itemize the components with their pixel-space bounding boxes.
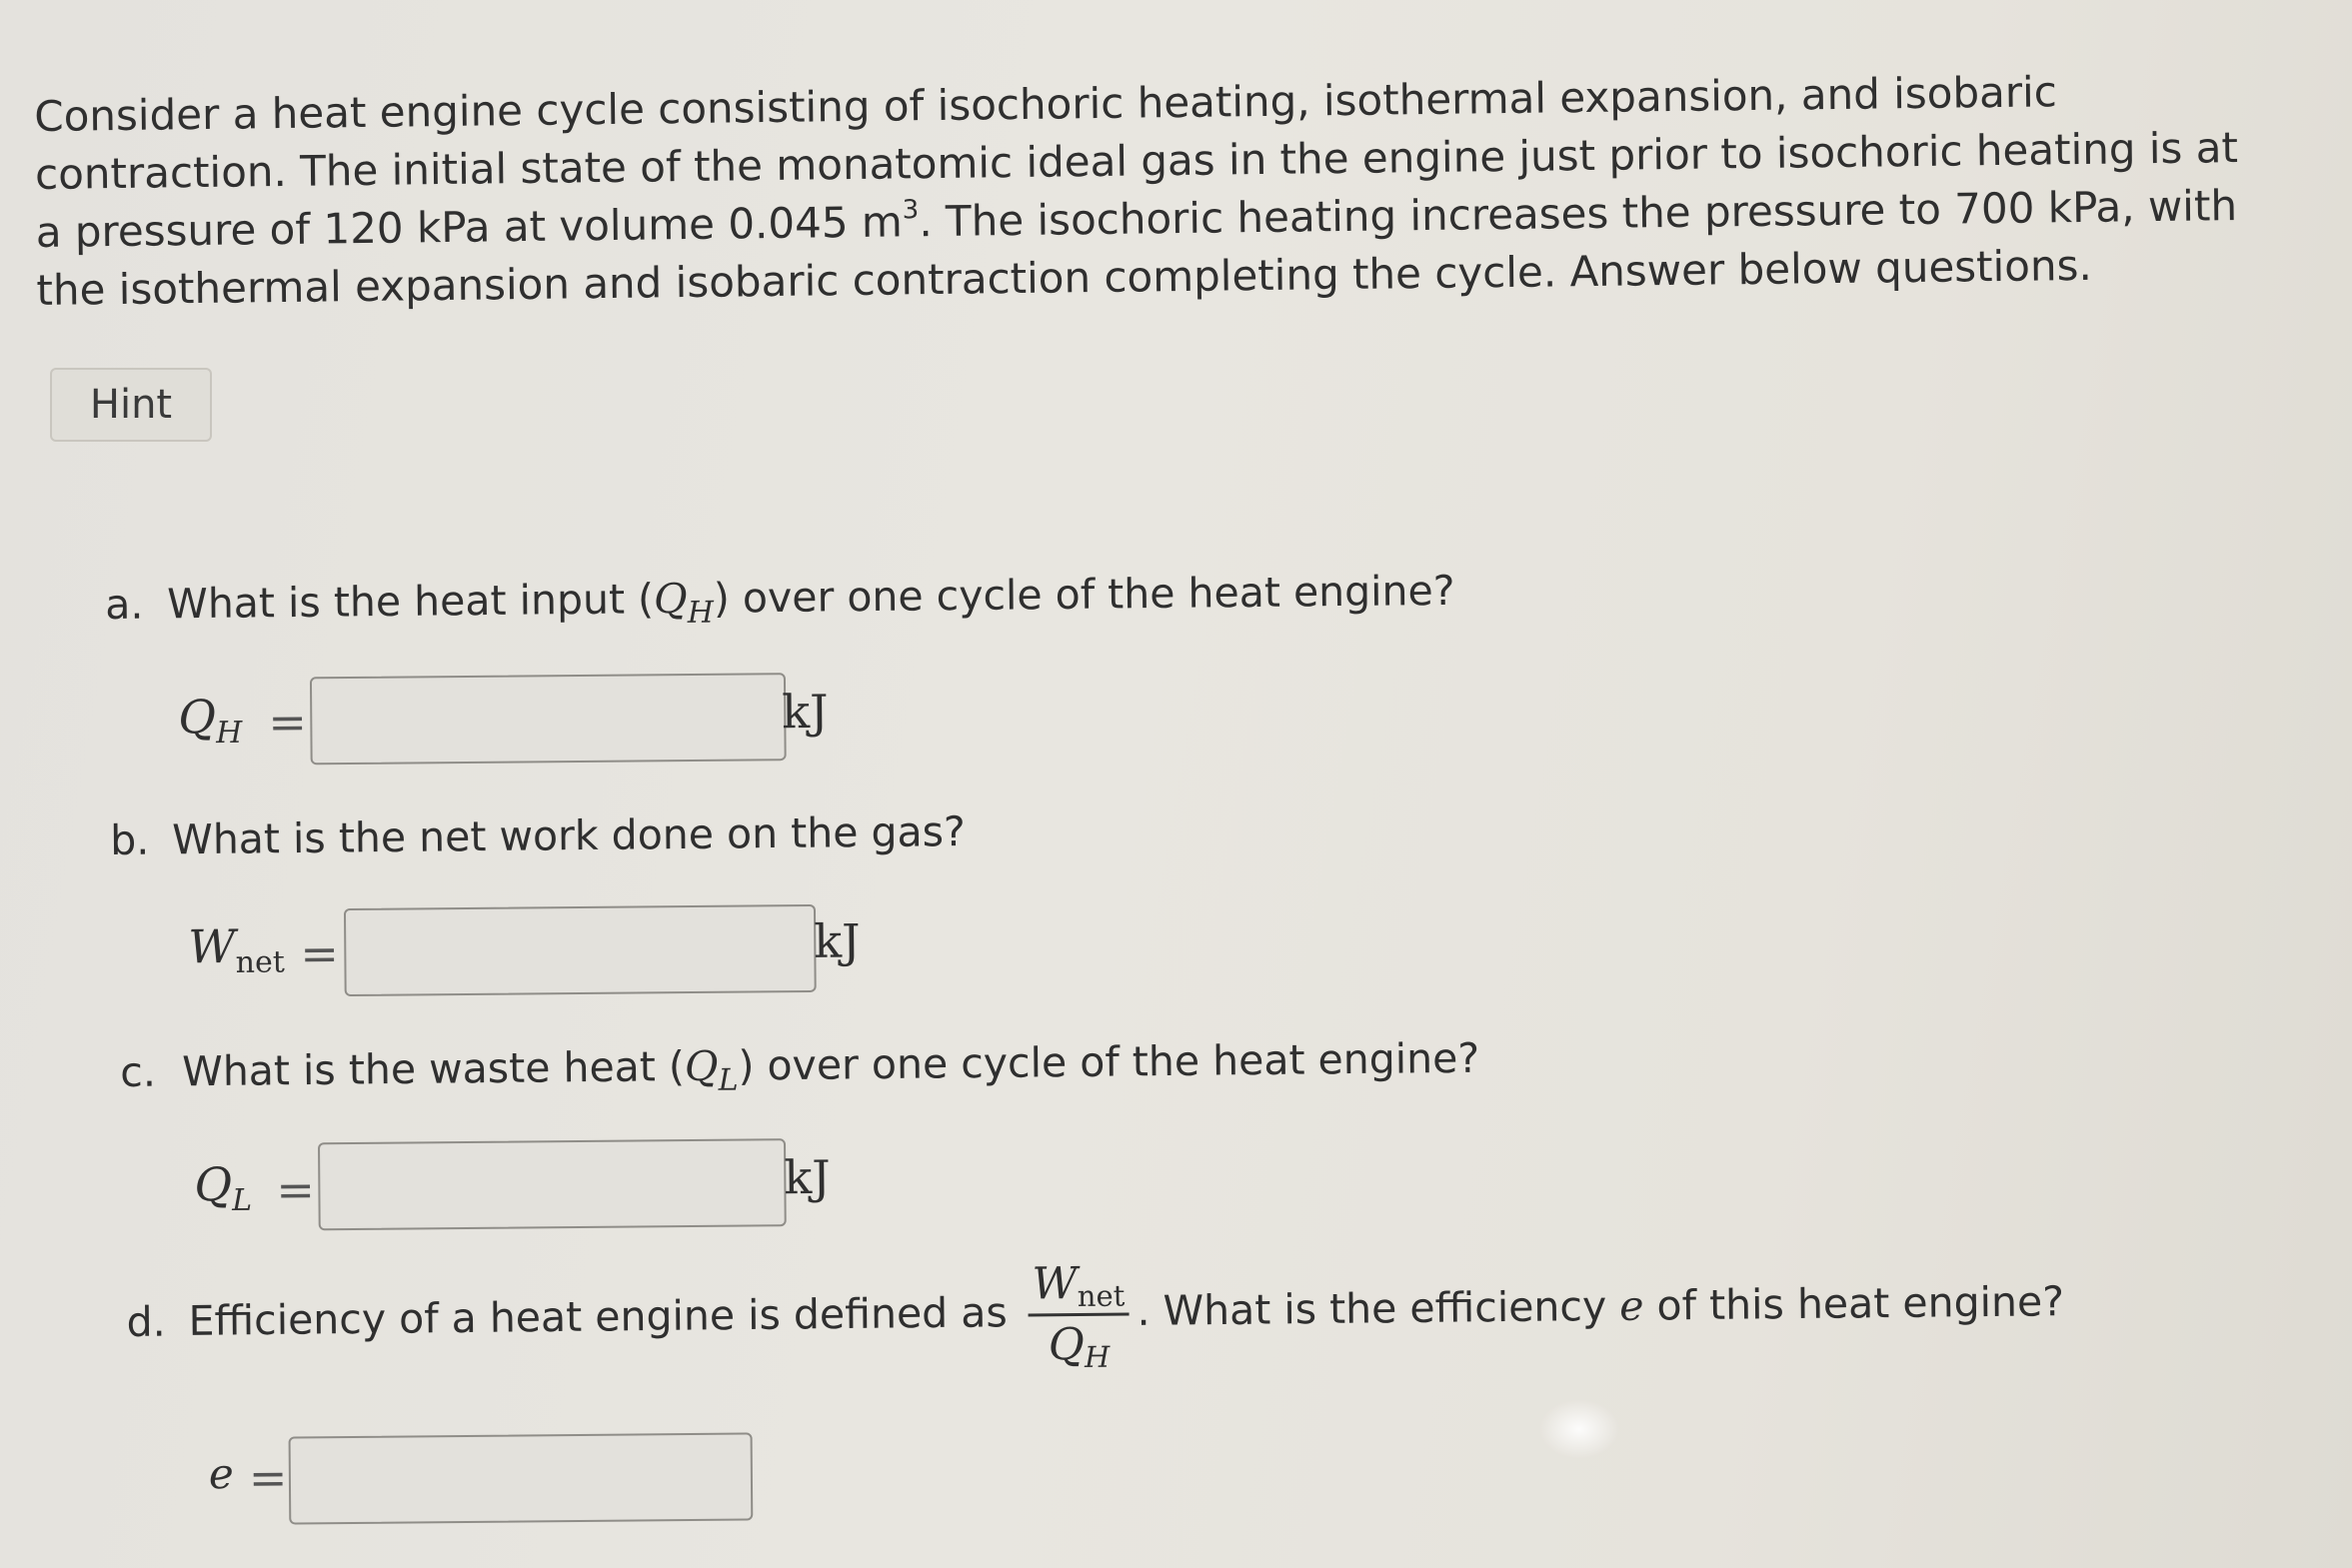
efficiency-fraction	[1028, 1254, 1130, 1374]
question-d-text-after: . What is the efficiency	[1137, 1281, 1620, 1335]
question-d-text-before: Efficiency of a heat engine is defined as	[188, 1288, 1008, 1345]
qh-input[interactable]	[310, 673, 787, 765]
problem-intro-part1: Consider a heat engine cycle consisting of isochoric heating, isothermal expansion, and isobaric contraction. The initial state of the monatomic ideal gas in the engine just prior to isochoric heating is at a pressure of 120 kPa at volume 0.045 m	[34, 67, 2239, 257]
ql-label: $Q_L$	[194, 1157, 253, 1219]
fraction-denominator: $Q_H$	[1048, 1318, 1111, 1374]
qh-label: $Q_H$	[178, 690, 243, 752]
ql-unit: kJ	[784, 1149, 831, 1205]
question-a-symbol: $Q_H$	[653, 574, 715, 631]
question-d-letter: d.	[126, 1297, 166, 1346]
qh-unit: kJ	[782, 684, 829, 740]
equals-sign: =	[248, 1450, 288, 1505]
efficiency-symbol: e	[1618, 1281, 1644, 1330]
question-c-letter: c.	[120, 1047, 157, 1096]
question-b	[110, 806, 966, 865]
screen-glare	[1539, 1399, 1619, 1459]
wnet-unit: kJ	[814, 913, 861, 968]
question-c-text-before: What is the waste heat (	[182, 1042, 686, 1096]
question-d	[126, 1245, 2065, 1384]
question-d-text-end: of this heat engine?	[1643, 1277, 2065, 1330]
question-b-text: What is the net work done on the gas?	[172, 807, 966, 864]
question-a	[105, 566, 1455, 630]
wnet-input[interactable]	[344, 904, 817, 996]
question-c-symbol: $Q_L$	[684, 1041, 739, 1098]
question-c	[120, 1033, 1479, 1097]
question-a-text-before: What is the heat input (	[167, 575, 655, 629]
efficiency-input[interactable]	[289, 1432, 754, 1524]
question-a-letter: a.	[105, 580, 144, 629]
e-label: e	[208, 1449, 234, 1499]
ql-input[interactable]	[318, 1138, 787, 1230]
problem-statement	[34, 61, 2256, 320]
question-a-text-after: ) over one cycle of the heat engine?	[713, 566, 1455, 623]
question-c-text-after: ) over one cycle of the heat engine?	[738, 1033, 1480, 1090]
wnet-label: $W_{net}$	[188, 918, 285, 980]
hint-button[interactable]: Hint	[50, 368, 212, 442]
equals-sign: =	[300, 926, 340, 981]
fraction-numerator: Wnet	[1028, 1254, 1129, 1316]
equals-sign: =	[268, 695, 308, 750]
volume-exponent: 3	[902, 195, 920, 226]
question-b-letter: b.	[110, 815, 150, 864]
equals-sign: =	[276, 1162, 316, 1217]
problem-intro-part2: . The isochoric heating increases the pressure to 700 kPa, with the isothermal expansion and isobaric contraction completing the cycle. Answer below questions.	[36, 181, 2238, 315]
